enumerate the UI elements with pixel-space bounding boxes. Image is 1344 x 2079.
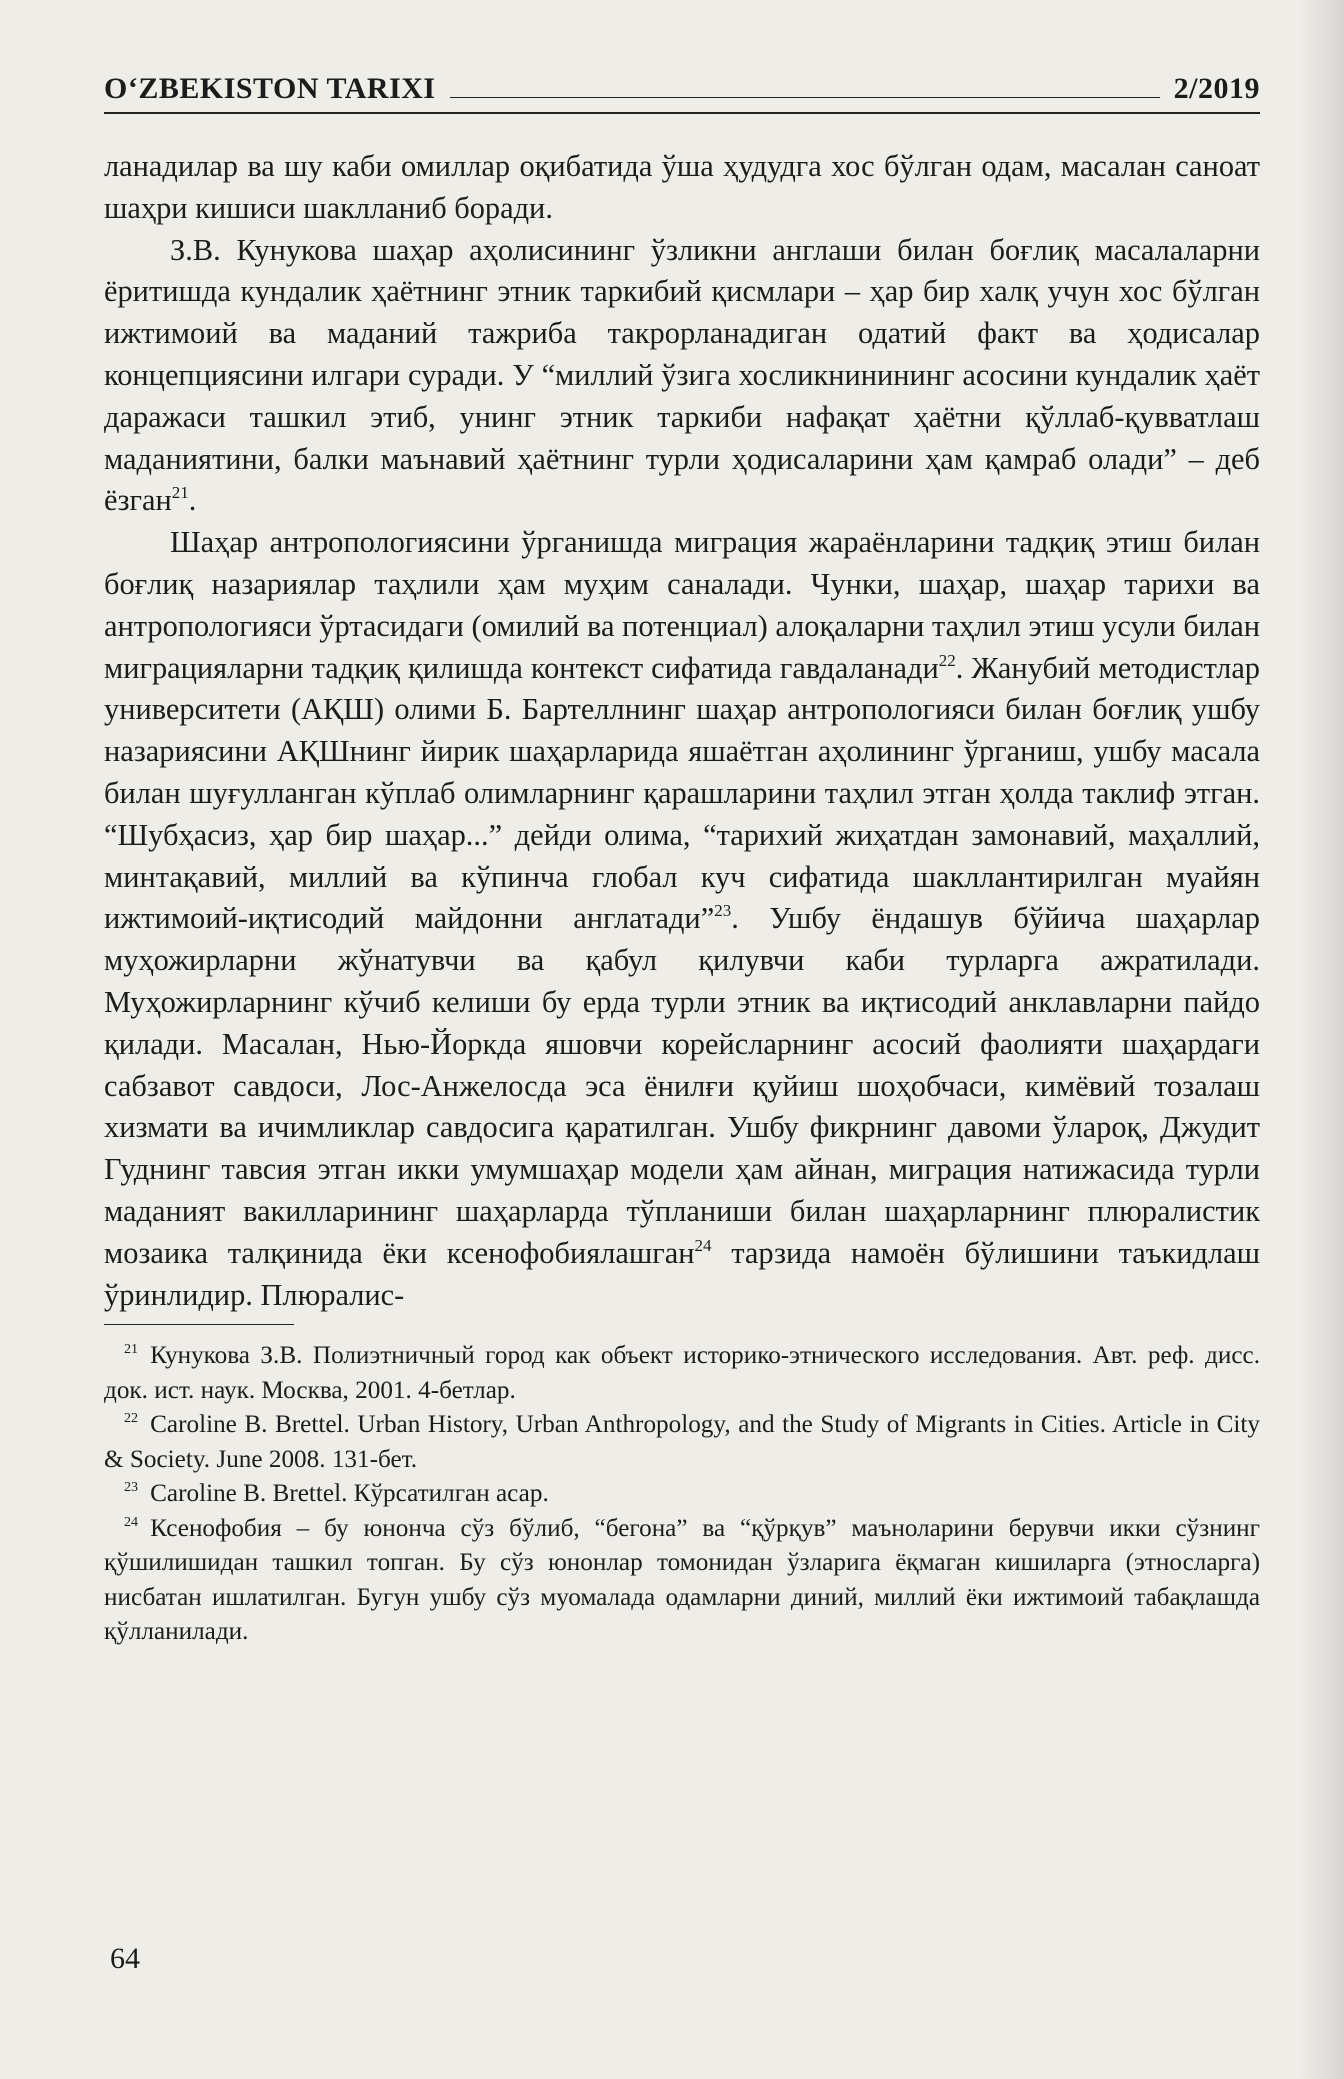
footnote-23	[104, 1477, 1260, 1512]
footnote-ref-24[interactable]: 24	[694, 1235, 712, 1255]
footnote-ref-23[interactable]: 23	[714, 901, 732, 921]
footnote-text: Caroline B. Brettel. Кўрсатилган асар.	[150, 1480, 549, 1508]
footnotes	[104, 1339, 1260, 1650]
footnote-ref-21[interactable]: 21	[171, 483, 189, 503]
paragraph-text: З.В. Кунукова шаҳар аҳолисининг ўзликни англаши билан боғлиқ масалаларни ёритишда кундалик ҳаётнинг этник таркибий қисмлари – ҳар бир халқ учун хос бўлган ижтимоий ва маданий тажриба такрорланадиган одатий факт ва ҳодисалар концепциясини илгари суради. У “миллий ўзига хосликнинининг асосини кундалик ҳаёт даражаси ташкил этиб, унинг этник таркиби нафақат ҳаётни қўллаб-қувватлаш маданиятини, балки маънавий ҳаётнинг турли ҳодисаларини ҳам қамраб олади” – деб ёзган	[104, 232, 1260, 518]
footnote-number: 21	[124, 1341, 139, 1358]
paragraph-text: Шаҳар антропологиясини ўрганишда миграция жараёнларини тадқиқ этиш билан боғлиқ назариялар таҳлили ҳам муҳим саналади. Чунки, шаҳар, шаҳар тарихи ва антропологияси ўртасидаги (омилий ва потенциал) алоқаларни таҳлил этиш усули билан миграцияларни тадқиқ қилишда контекст сифатида гавдаланади	[104, 525, 1260, 685]
footnote-number: 23	[124, 1479, 139, 1496]
paragraph	[104, 230, 1260, 523]
page-edge-shadow	[1298, 0, 1344, 2079]
footnote-number: 22	[124, 1410, 139, 1427]
footnote-21	[104, 1339, 1260, 1408]
footnote-text: Кунукова З.В. Полиэтничный город как объект историко-этнического исследования. Авт. реф. дисс. док. ист. наук. Москва, 2001. 4-бетлар.	[104, 1342, 1260, 1404]
page-number: 64	[110, 1942, 140, 1975]
footnote-text: Ксенофобия – бу юнонча сўз бўлиб, “бегона” ва “қўрқув” маъноларини берувчи икки сўзнинг қўшилишидан ташкил топган. Бу сўз юнонлар томонидан ўзларига ёқмаган кишиларга (этносларга) нисбатан ишлатилган. Бугун ушбу сўз муомалада одамларни диний, миллий ёки ижтимоий табақлашда қўлланилади.	[104, 1514, 1260, 1646]
footnote-number: 24	[124, 1513, 139, 1530]
journal-title: O‘ZBEKISTON TARIXI	[104, 72, 436, 105]
footnote-text: Caroline B. Brettel. Urban History, Urban Anthropology, and the Study of Migrants in Cities. Article in City & Society. June 2008. 131-бет.	[104, 1411, 1260, 1473]
footnote-separator	[104, 1324, 294, 1325]
paragraph-text: .	[188, 483, 197, 518]
running-header	[104, 62, 1260, 114]
body-text	[104, 146, 1260, 1316]
paragraph	[104, 522, 1260, 1316]
issue-number: 2/2019	[1173, 72, 1260, 105]
header-rule	[450, 97, 1160, 98]
paragraph-text: . Жанубий методистлар университети (АҚШ) олими Б. Бартеллнинг шаҳар антропологияси билан боғлиқ ушбу назариясини АҚШнинг йирик шаҳарларида яшаётган аҳолининг ўрганиш, ушбу масала билан шуғулланган кўплаб олимларнинг қарашларини таҳлил этган ҳолда таклиф этган. “Шубҳасиз, ҳар бир шаҳар...” дейди олима, “тарихий жиҳатдан замонавий, маҳаллий, минтақавий, миллий ва кўпинча глобал куч сифатида шакллантирилган муайян ижтимоий-иқтисодий майдонни англатади”	[104, 650, 1260, 936]
paragraph-text: тарзида намоён бўлишини таъкидлаш ўринлидир. Плюралис-	[104, 1235, 1260, 1312]
footnote-22	[104, 1408, 1260, 1477]
paragraph-text: . Ушбу ёндашув бўйича шаҳарлар муҳожирларни жўнатувчи ва қабул қилувчи каби турларга ажратилади. Муҳожирларнинг кўчиб келиши бу ерда турли этник ва иқтисодий анклавларни пайдо қилади. Масалан, Нью-Йоркда яшовчи корейсларнинг асосий фаолияти шаҳардаги сабзавот савдоси, Лос-Анжелосда эса ёнилғи қуйиш шоҳобчаси, кимёвий тозалаш хизмати ва ичимликлар савдосига қаратилган. Ушбу фикрнинг давоми ўларoқ, Джудит Гуднинг тавсия этган икки умумшаҳар модели ҳам айнан, миграция натижасида турли маданият вакилларининг шаҳарларда тўпланиши билан шаҳарларнинг плюралистик мозаика талқинида ёки ксенофобиялашган	[104, 901, 1260, 1270]
paragraph-text: ланадилар ва шу каби омиллар оқибатида ўша ҳудудга хос бўлган одам, масалан саноат шаҳри кишиси шаклланиб боради.	[104, 149, 1260, 225]
footnote-ref-22[interactable]: 22	[938, 650, 956, 670]
paragraph	[104, 146, 1260, 230]
footnote-24	[104, 1512, 1260, 1650]
